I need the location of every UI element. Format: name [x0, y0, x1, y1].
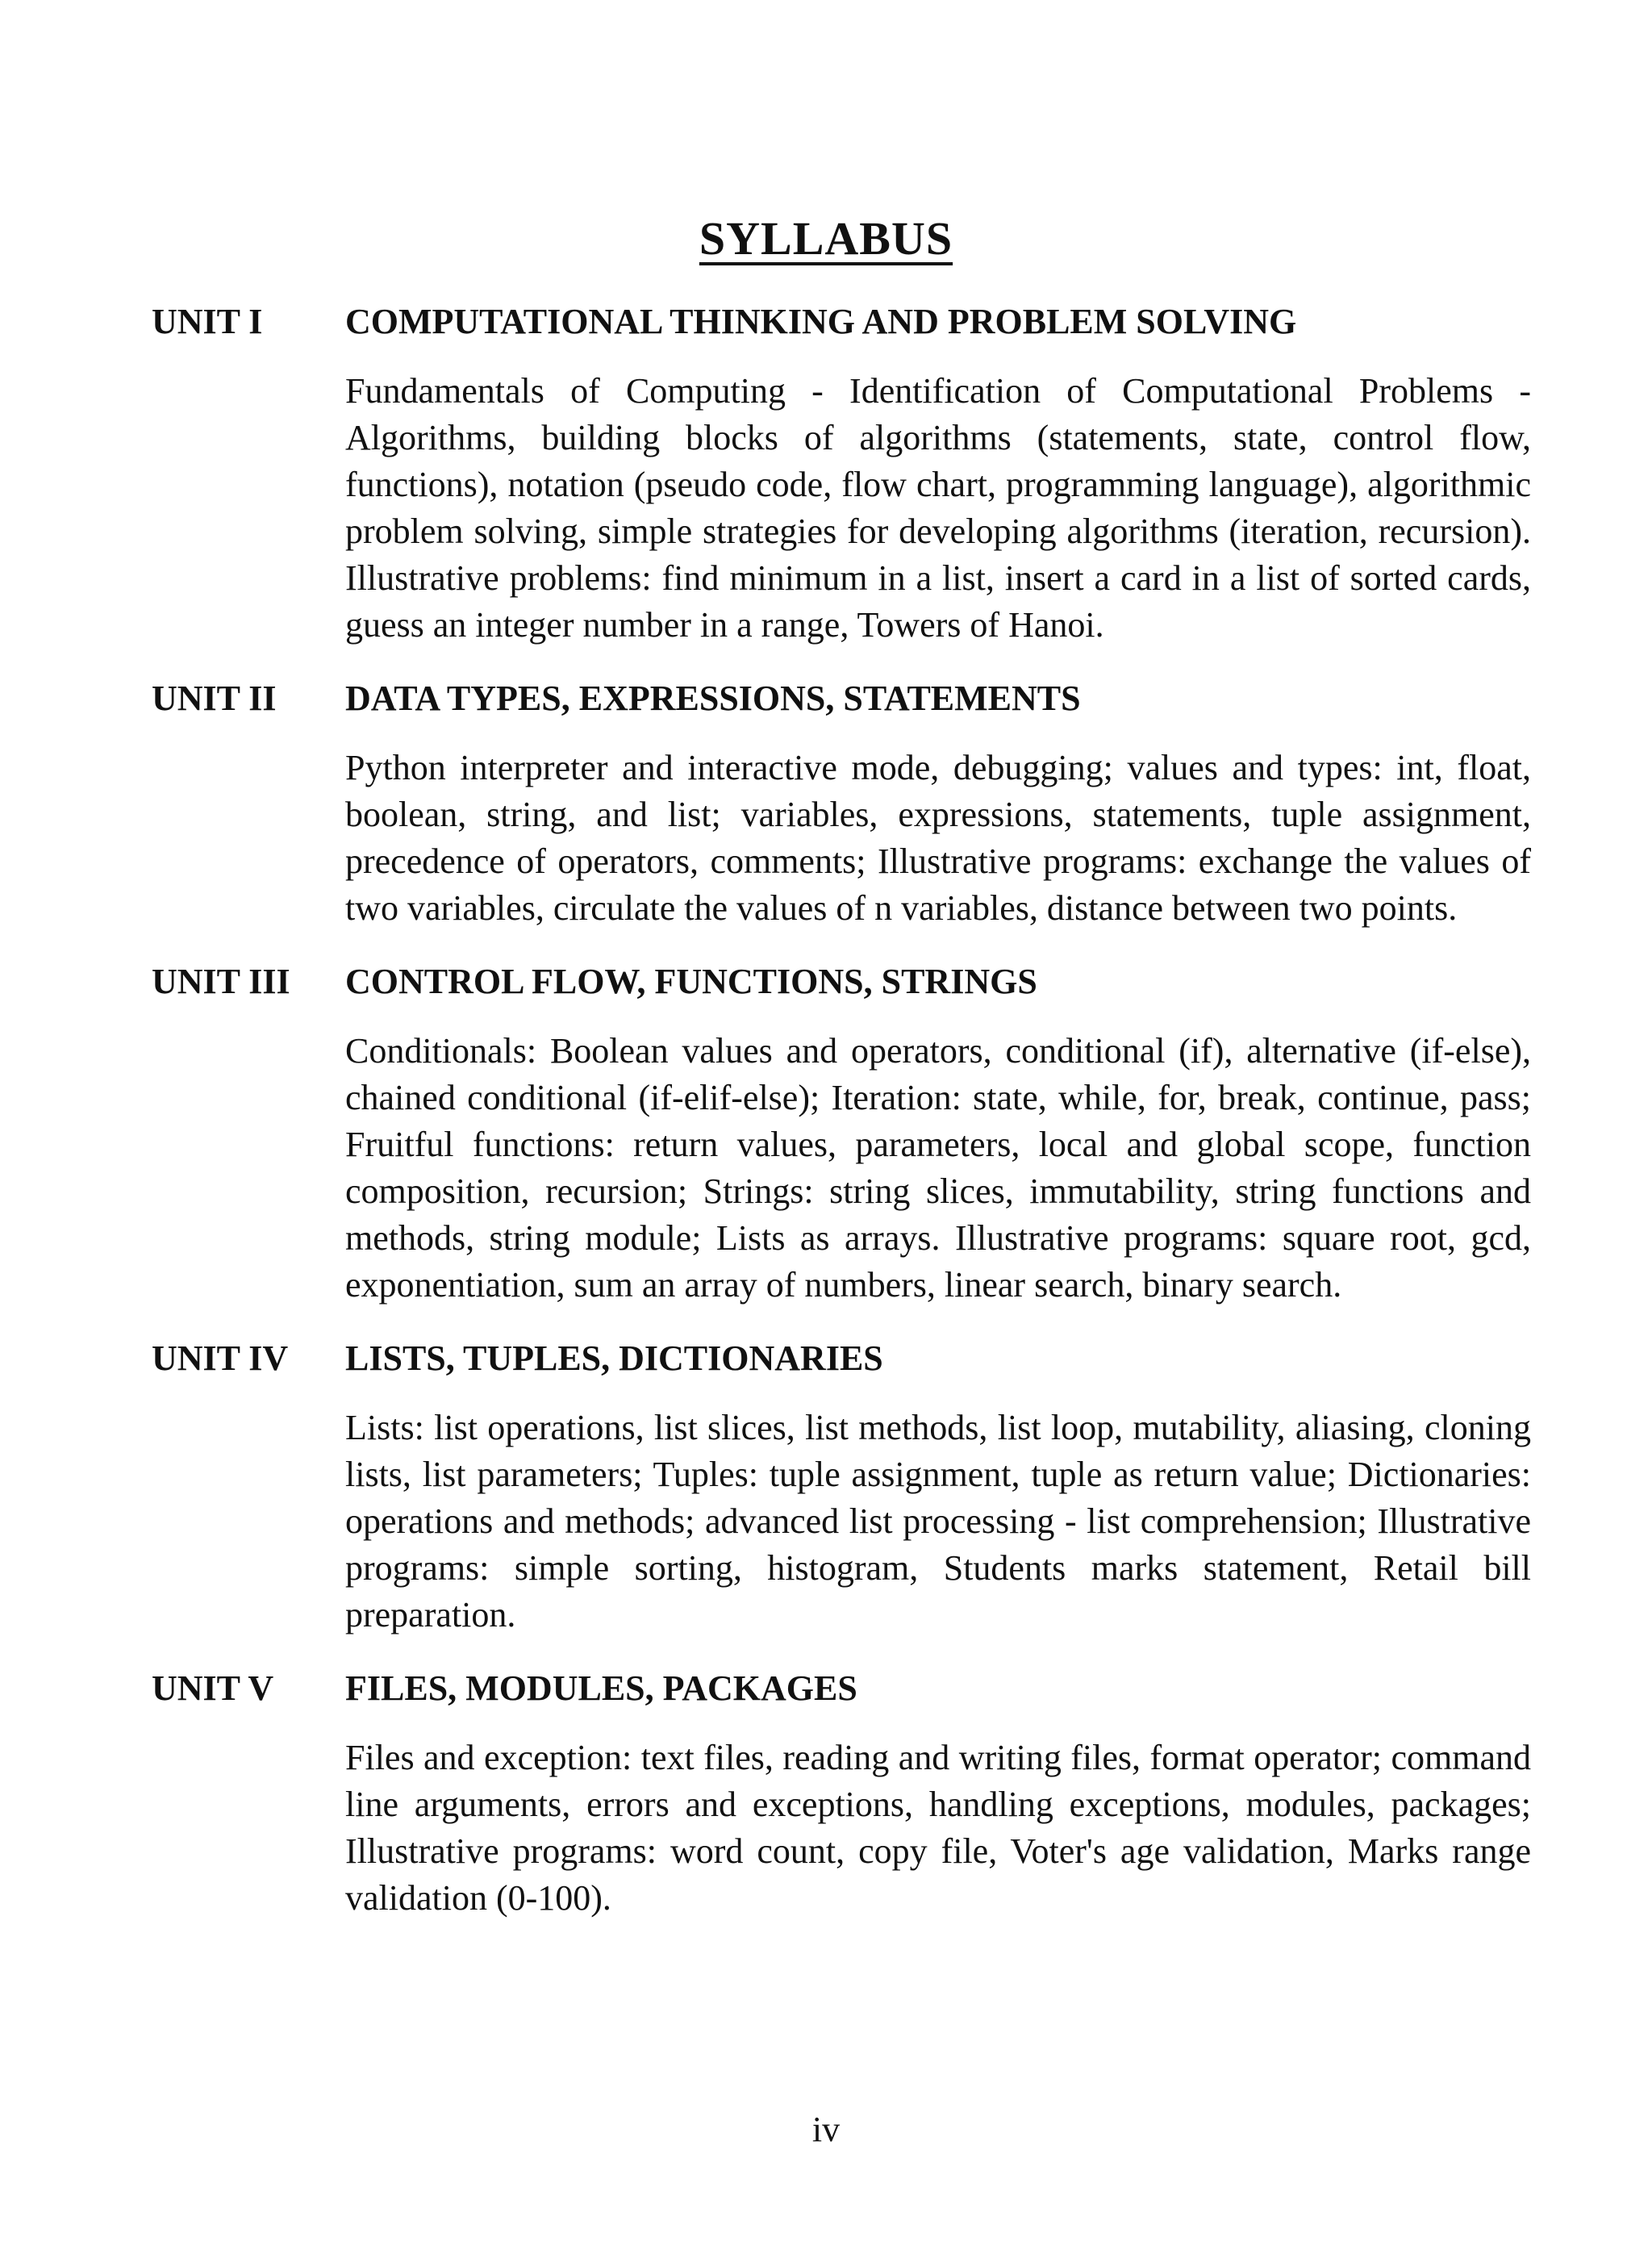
unit-content — [345, 1665, 1531, 1922]
unit-4 — [152, 1335, 1531, 1639]
unit-title: COMPUTATIONAL THINKING AND PROBLEM SOLVING — [345, 302, 1297, 341]
page-number: iv — [811, 2110, 841, 2149]
unit-title: CONTROL FLOW, FUNCTIONS, STRINGS — [345, 962, 1037, 1001]
unit-description: Python interpreter and interactive mode, debugging; values and types: int, float, boolean, string, and list; variables, expressions, statements, tuple assignment, precedence of operators, comments; Illustrative programs: exchange the values of two variables, circulate the values of n variables, distance between two points. — [345, 748, 1531, 928]
unit-content — [345, 299, 1531, 649]
unit-label: UNIT II — [152, 678, 277, 718]
unit-1 — [152, 299, 1531, 649]
unit-title: LISTS, TUPLES, DICTIONARIES — [345, 1338, 883, 1378]
unit-label: UNIT III — [152, 962, 290, 1001]
unit-description: Files and exception: text files, reading and writing files, format operator; command line arguments, errors and exceptions, handling exceptions, modules, packages; Illustrative programs: word count, copy file, Voter's age validation, Marks range validation (0-100). — [345, 1738, 1531, 1918]
unit-5 — [152, 1665, 1531, 1922]
unit-title: FILES, MODULES, PACKAGES — [345, 1668, 857, 1708]
unit-title: DATA TYPES, EXPRESSIONS, STATEMENTS — [345, 678, 1081, 718]
unit-label: UNIT V — [152, 1668, 274, 1708]
unit-2 — [152, 675, 1531, 932]
unit-content — [345, 1335, 1531, 1639]
unit-description: Conditionals: Boolean values and operators, conditional (if), alternative (if-else), chained conditional (if-elif-else); Iteration: state, while, for, break, continue, pass; Fruitful functions: return values, parameters, local and global scope, function composition, recursion; Strings: string slices, immutability, string functions and methods, string module; Lists as arrays. Illustrative programs: square root, gcd, exponentiation, sum an array of numbers, linear search, binary search. — [345, 1031, 1531, 1305]
unit-label: UNIT IV — [152, 1338, 289, 1378]
page-title: SYLLABUS — [699, 212, 953, 265]
unit-description: Lists: list operations, list slices, list methods, list loop, mutability, aliasing, cloning lists, list parameters; Tuples: tuple assignment, tuple as return value; Dictionaries: operations and methods; advanced list processing - list comprehension; Illustrative programs: simple sorting, histogram, Students marks statement, Retail bill preparation. — [345, 1408, 1531, 1635]
unit-content — [345, 675, 1531, 932]
unit-content — [345, 958, 1531, 1309]
unit-3 — [152, 958, 1531, 1309]
unit-label: UNIT I — [152, 302, 263, 341]
syllabus-units — [152, 299, 1531, 1948]
unit-description: Fundamentals of Computing - Identification of Computational Problems - Algorithms, building blocks of algorithms (statements, state, control flow, functions), notation (pseudo code, flow chart, programming language), algorithmic problem solving, simple strategies for developing algorithms (iteration, recursion). Illustrative problems: find minimum in a list, insert a card in a list of sorted cards, guess an integer number in a range, Towers of Hanoi. — [345, 371, 1531, 645]
